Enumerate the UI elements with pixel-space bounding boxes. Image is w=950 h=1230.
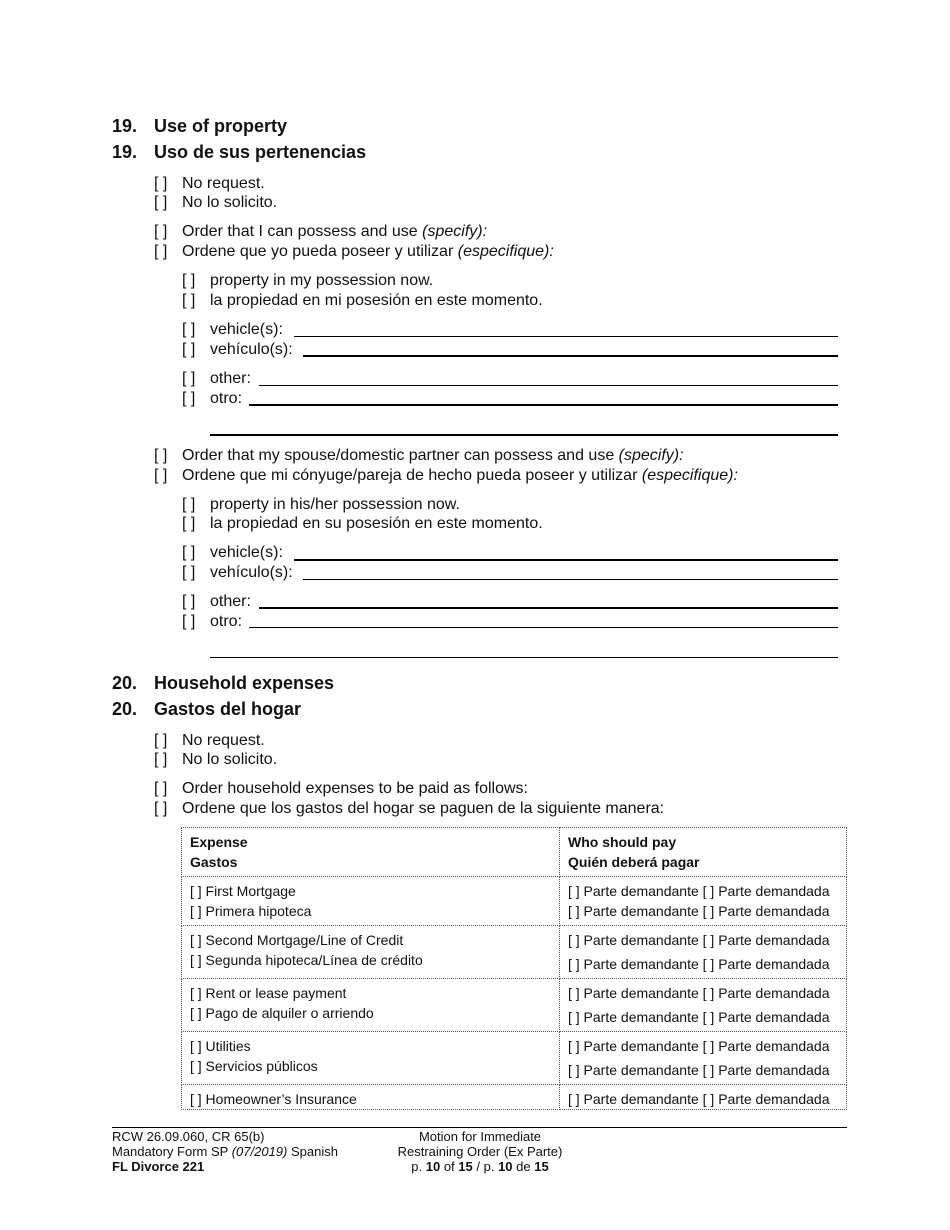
section-19-title-en: Use of property — [154, 116, 288, 136]
payer-options[interactable]: [ ] Parte demandante [ ] Parte demandada — [568, 903, 830, 919]
expenses-order-option[interactable] — [154, 779, 528, 799]
spouse-vehicle-field-es[interactable] — [303, 579, 838, 580]
option-label-italic: (specify): — [422, 223, 488, 240]
header-payer — [560, 828, 847, 877]
page-separator: / p. — [476, 1159, 495, 1174]
checkbox[interactable]: [ ] — [182, 496, 196, 513]
checkbox[interactable]: [ ] — [182, 341, 196, 358]
header-label: Gastos — [190, 854, 238, 870]
self-vehicle-option[interactable] — [182, 320, 283, 340]
payer-options[interactable]: [ ] Parte demandante [ ] Parte demandada — [568, 883, 830, 899]
spouse-vehicle-option[interactable] — [182, 543, 283, 563]
option-label: Ordene que yo pueda poseer y utilizar — [182, 243, 454, 260]
option-label: otro: — [210, 390, 243, 407]
self-other-option[interactable] — [182, 369, 251, 389]
spouse-other-field-es[interactable] — [249, 627, 838, 628]
self-other-field[interactable] — [259, 385, 838, 386]
page-de: de — [516, 1159, 531, 1174]
option-label: other: — [210, 370, 251, 387]
section-20-title-en: Household expenses — [154, 673, 335, 693]
section-19-number: 19. — [112, 116, 138, 136]
footer-title-2: Restraining Order (Ex Parte) — [397, 1144, 563, 1159]
table-row — [182, 1032, 847, 1085]
expense-label[interactable]: [ ] Homeowner’s Insurance — [190, 1091, 357, 1107]
footer-divider — [112, 1127, 847, 1128]
spouse-vehicle-option-es[interactable] — [182, 563, 293, 583]
order-spouse-option-es[interactable] — [154, 466, 738, 486]
section-20-number: 20. — [112, 673, 138, 693]
expense-cell[interactable] — [182, 926, 560, 979]
self-property-option[interactable] — [182, 271, 433, 291]
spouse-vehicle-field[interactable] — [294, 559, 838, 561]
checkbox[interactable]: [ ] — [154, 800, 168, 817]
self-property-option-es[interactable] — [182, 291, 543, 311]
footer-page-number — [390, 1159, 570, 1174]
option-label: vehículo(s): — [210, 341, 293, 358]
order-spouse-option[interactable] — [154, 446, 684, 466]
option-label: Ordene que mi cónyuge/pareja de hecho pueda poseer y utilizar — [182, 467, 638, 484]
expenses-no-request-option[interactable] — [154, 731, 265, 751]
checkbox[interactable]: [ ] — [182, 292, 196, 309]
checkbox[interactable]: [ ] — [154, 467, 168, 484]
expense-cell[interactable] — [182, 1085, 560, 1110]
option-label-italic: (especifique): — [457, 243, 554, 260]
checkbox[interactable]: [ ] — [154, 447, 168, 464]
section-20-title-es: Gastos del hogar — [154, 699, 302, 719]
checkbox[interactable]: [ ] — [154, 243, 168, 260]
checkbox[interactable]: [ ] — [182, 370, 196, 387]
checkbox[interactable]: [ ] — [154, 732, 168, 749]
option-label: other: — [210, 593, 251, 610]
spouse-other-field-extra[interactable] — [210, 657, 838, 658]
page-of: of — [443, 1159, 455, 1174]
option-label-italic: (specify): — [618, 447, 684, 464]
order-self-option[interactable] — [154, 222, 487, 242]
checkbox[interactable]: [ ] — [154, 223, 168, 240]
page-total-es: 15 — [534, 1159, 549, 1174]
payer-options[interactable]: [ ] Parte demandante [ ] Parte demandada — [568, 1038, 830, 1054]
page-current-es: 10 — [498, 1159, 513, 1174]
table-header-row — [182, 828, 847, 877]
footer-mandatory-date: (07/2019) — [231, 1144, 288, 1159]
option-label: Order household expenses to be paid as follows: — [182, 780, 528, 797]
option-label: property in his/her possession now. — [210, 496, 460, 513]
page-total: 15 — [458, 1159, 473, 1174]
expense-label[interactable]: [ ] Primera hipoteca — [190, 903, 312, 919]
payer-cell[interactable] — [560, 1085, 847, 1110]
checkbox[interactable]: [ ] — [182, 515, 196, 532]
option-label: vehículo(s): — [210, 564, 293, 581]
expense-label[interactable]: [ ] Servicios públicos — [190, 1058, 318, 1074]
checkbox[interactable]: [ ] — [154, 751, 168, 768]
option-label: No request. — [182, 175, 265, 192]
checkbox[interactable]: [ ] — [154, 780, 168, 797]
spouse-property-option-es[interactable] — [182, 514, 543, 534]
payer-options[interactable]: [ ] Parte demandante [ ] Parte demandada — [568, 985, 830, 1001]
expenses-no-request-option-es[interactable] — [154, 750, 277, 770]
footer-statute: RCW 26.09.060, CR 65(b) — [112, 1129, 265, 1144]
spouse-other-option-es[interactable] — [182, 612, 242, 632]
payer-options[interactable]: [ ] Parte demandante [ ] Parte demandada — [568, 932, 830, 948]
self-vehicle-field-es[interactable] — [303, 355, 838, 357]
expense-label[interactable]: [ ] Segunda hipoteca/Línea de crédito — [190, 952, 423, 968]
option-label: No lo solicito. — [182, 751, 278, 768]
checkbox[interactable]: [ ] — [154, 175, 168, 192]
self-vehicle-field[interactable] — [294, 336, 838, 337]
footer-mandatory-language: Spanish — [291, 1144, 338, 1159]
order-self-option-es[interactable] — [154, 242, 554, 262]
header-label: Expense — [190, 834, 248, 850]
checkbox[interactable]: [ ] — [154, 194, 168, 211]
footer-form-id: FL Divorce 221 — [112, 1159, 205, 1174]
expense-label[interactable]: [ ] Pago de alquiler o arriendo — [190, 1005, 374, 1021]
self-other-field-extra[interactable] — [210, 434, 838, 436]
option-label: Order that my spouse/domestic partner can possess and use — [182, 447, 615, 464]
page-current: 10 — [425, 1159, 441, 1174]
self-other-option-es[interactable] — [182, 389, 242, 409]
no-request-option-es[interactable] — [154, 193, 277, 213]
spouse-other-option[interactable] — [182, 592, 251, 612]
option-label: property in my possession now. — [210, 272, 434, 289]
checkbox[interactable]: [ ] — [182, 272, 196, 289]
table-row — [182, 979, 847, 1032]
section-19-title-es: Uso de sus pertenencias — [154, 142, 367, 162]
payer-cell[interactable] — [560, 979, 847, 1032]
checkbox[interactable]: [ ] — [182, 564, 196, 581]
expense-label[interactable]: [ ] Rent or lease payment — [190, 985, 347, 1001]
self-vehicle-option-es[interactable] — [182, 340, 293, 360]
checkbox[interactable]: [ ] — [182, 613, 196, 630]
self-other-field-es[interactable] — [249, 404, 838, 406]
option-label: Ordene que los gastos del hogar se paguen de la siguiente manera: — [182, 800, 665, 817]
expense-label[interactable]: [ ] Second Mortgage/Line of Credit — [190, 932, 404, 948]
payer-cell[interactable] — [560, 926, 847, 979]
expense-label[interactable]: [ ] Utilities — [190, 1038, 251, 1054]
checkbox[interactable]: [ ] — [182, 321, 196, 338]
footer-title-1: Motion for Immediate — [418, 1129, 542, 1144]
table-row — [182, 1085, 847, 1110]
spouse-other-field[interactable] — [259, 607, 838, 609]
payer-options[interactable]: [ ] Parte demandante [ ] Parte demandada — [568, 1091, 830, 1107]
footer-mandatory-form — [112, 1144, 338, 1159]
header-label: Quién deberá pagar — [568, 854, 700, 870]
payer-cell[interactable] — [560, 1032, 847, 1085]
table-row — [182, 926, 847, 979]
header-expense — [182, 828, 560, 877]
expense-cell[interactable] — [182, 877, 560, 926]
payer-cell[interactable] — [560, 877, 847, 926]
checkbox[interactable]: [ ] — [182, 544, 196, 561]
table-row — [182, 877, 847, 926]
option-label: otro: — [210, 613, 243, 630]
option-label: vehicle(s): — [210, 544, 283, 561]
no-request-option[interactable] — [154, 174, 265, 194]
option-label-italic: (especifique): — [641, 467, 738, 484]
footer-mandatory-label: Mandatory Form SP — [112, 1144, 229, 1159]
option-label: la propiedad en su posesión en este momento. — [210, 515, 543, 532]
section-19-number-es: 19. — [112, 142, 138, 162]
option-label: Order that I can possess and use — [182, 223, 418, 240]
payer-options[interactable]: [ ] Parte demandante [ ] Parte demandada — [568, 1062, 830, 1078]
expense-label[interactable]: [ ] First Mortgage — [190, 883, 296, 899]
expense-cell[interactable] — [182, 979, 560, 1032]
payer-options[interactable]: [ ] Parte demandante [ ] Parte demandada — [568, 956, 830, 972]
payer-options[interactable]: [ ] Parte demandante [ ] Parte demandada — [568, 1009, 830, 1025]
expense-table — [181, 827, 847, 1110]
option-label: No request. — [182, 732, 265, 749]
expenses-order-option-es[interactable] — [154, 799, 664, 819]
option-label: No lo solicito. — [182, 194, 278, 211]
header-label: Who should pay — [568, 834, 677, 850]
checkbox[interactable]: [ ] — [182, 593, 196, 610]
section-20-number-es: 20. — [112, 699, 138, 719]
option-label: la propiedad en mi posesión en este momento. — [210, 292, 543, 309]
page-prefix: p. — [411, 1159, 423, 1174]
expense-cell[interactable] — [182, 1032, 560, 1085]
option-label: vehicle(s): — [210, 321, 283, 338]
checkbox[interactable]: [ ] — [182, 390, 196, 407]
spouse-property-option[interactable] — [182, 495, 460, 515]
